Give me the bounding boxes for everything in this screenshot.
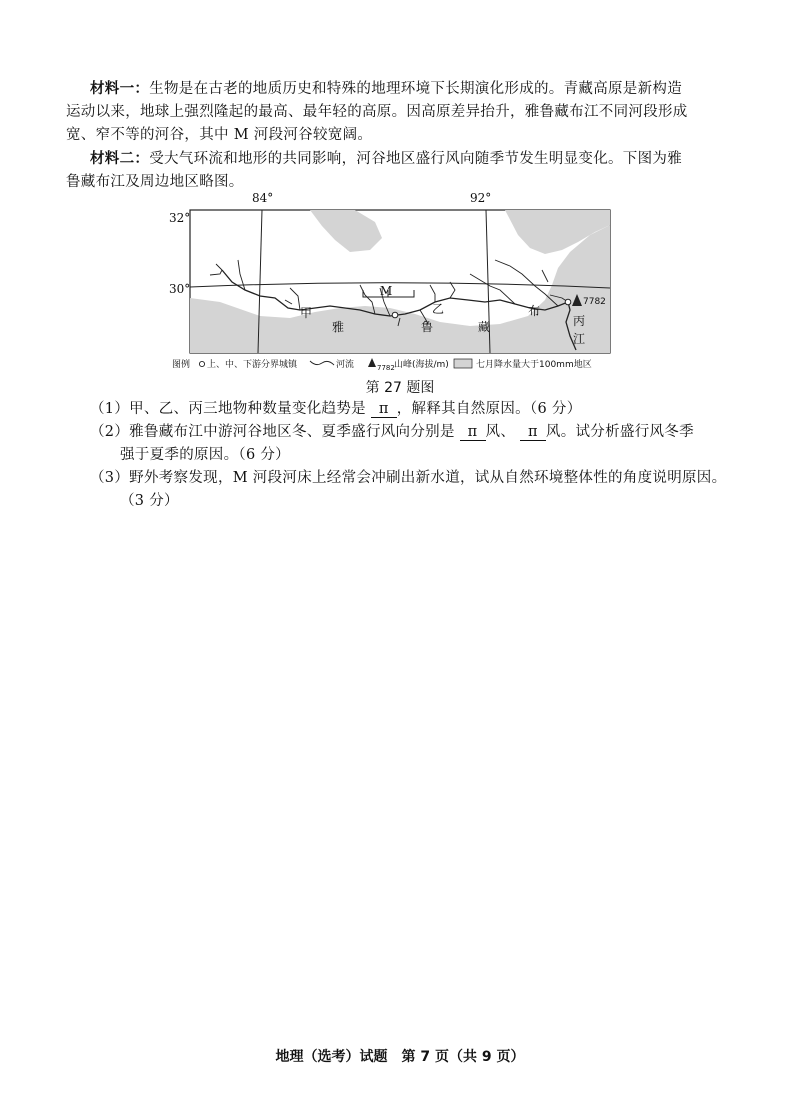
legend-rain-swatch [454, 359, 472, 368]
question-3 [90, 467, 740, 513]
question-2 [90, 421, 740, 467]
town-marker-2 [565, 299, 571, 305]
river-char-jiang: 江 [573, 332, 586, 346]
lat-label-30: 30° [169, 282, 191, 296]
figure-caption: 第 27 题图 [365, 380, 435, 396]
legend-town: 上、中、下游分界城镇 [207, 360, 298, 370]
material-two-line-1: 受大气环流和地形的共同影响，河谷地区盛行风向随季节发生明显变化。下图为雅 [149, 151, 682, 167]
yarlung-tsangpo-map [150, 190, 630, 375]
legend-peak-prefix: 7782 [377, 364, 395, 372]
river-char-lu: 鲁 [421, 320, 434, 334]
question-1-tail: ，解释其自然原因。（6 分） [396, 401, 582, 417]
question-2-line-2: 强于夏季的原因。（6 分） [120, 447, 290, 463]
place-bing: 丙 [573, 314, 586, 328]
question-1-stem: 甲、乙、丙三地物种数量变化趋势是 [129, 401, 366, 417]
material-one-lead: 材料一： [90, 81, 150, 97]
question-3-line-2: （3 分） [120, 493, 179, 509]
river-char-bu: 布 [528, 304, 541, 318]
material-one-line-3: 宽、窄不等的河谷，其中 M 河段河谷较宽阔。 [66, 127, 373, 143]
legend-title: 图例 [172, 360, 191, 370]
place-yi: 乙 [432, 302, 445, 316]
question-1-blank[interactable]: π [371, 401, 397, 418]
question-2-number: （2） [90, 424, 130, 440]
question-2-blank-1[interactable]: π [460, 424, 486, 441]
material-two-line-2: 鲁藏布江及周边地区略图。 [66, 174, 244, 190]
question-1-number: （1） [90, 401, 130, 417]
lon-label-84: 84° [252, 191, 274, 205]
lon-label-92: 92° [470, 191, 492, 205]
town-marker-1 [392, 312, 398, 318]
legend-river: 河流 [336, 360, 355, 370]
legend-river-icon [310, 361, 334, 365]
place-jia: 甲 [300, 306, 313, 320]
page-footer: 地理（选考）试题 第 7 页（共 9 页） [275, 1049, 525, 1065]
material-one [66, 78, 730, 147]
material-one-line-2: 运动以来，地球上强烈隆起的最高、最年轻的高原。因高原差异抬升，雅鲁藏布江不同河段形成 [66, 104, 688, 120]
question-2-stem: 雅鲁藏布江中游河谷地区冬、夏季盛行风向分别是 [129, 424, 455, 440]
question-2-blank-2[interactable]: π [520, 424, 546, 441]
river-char-ya: 雅 [332, 320, 345, 334]
river-char-zang: 藏 [478, 320, 491, 334]
question-2-mid: 风、 [485, 424, 516, 440]
legend-town-icon [199, 361, 204, 366]
question-3-stem: 野外考察发现，M 河段河床上经常会冲刷出新水道，试从自然环境整体性的角度说明原因。 [129, 470, 727, 486]
m-label: M [380, 284, 393, 298]
lat-label-32: 32° [169, 211, 191, 225]
material-two-lead: 材料二： [90, 151, 150, 167]
legend-peak-icon [368, 358, 376, 367]
material-two [66, 148, 730, 194]
legend-rain: 七月降水量大于100mm地区 [476, 360, 592, 370]
peak-elevation: 7782 [583, 297, 606, 307]
map-legend [172, 358, 592, 372]
material-one-line-1: 生物是在古老的地质历史和特殊的地理环境下长期演化形成的。青藏高原是新构造 [149, 81, 682, 97]
question-2-tail: 风。试分析盛行风冬季 [545, 424, 694, 440]
question-3-number: （3） [90, 470, 130, 486]
question-1 [90, 398, 740, 421]
legend-peak: 山峰(海拔/m) [394, 360, 449, 370]
